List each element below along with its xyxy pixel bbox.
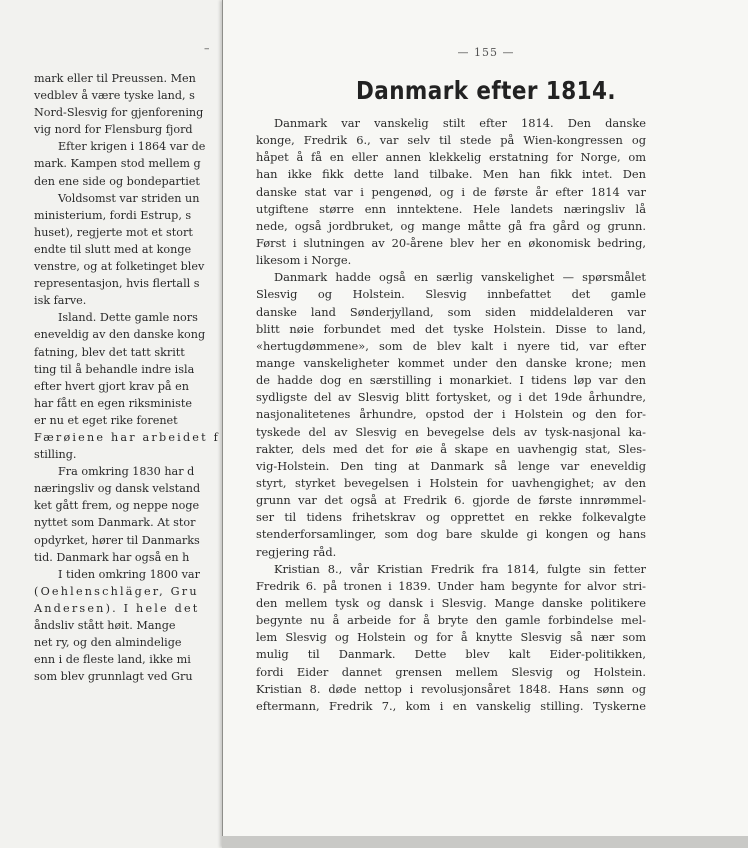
left-line: Fra omkring 1830 har d (58, 465, 195, 479)
body-line: Kristian 8. døde nettop i revolusjonsåret 1848. Hans sønn og (256, 681, 646, 696)
left-line: stilling. (34, 448, 77, 462)
page-number: — 155 — (457, 46, 515, 59)
body-line: fordi Eider dannet grensen mellem Slesvig og Holstein. (256, 664, 646, 679)
left-line: Andersen). I hele det (34, 601, 200, 615)
body-line: ser til tidens frihetskrav og opprettet en rekke folkevalgte (256, 510, 646, 525)
right-page (222, 0, 748, 848)
left-line: Island. Dette gamle nors (58, 311, 198, 325)
body-line: Kristian 8., vår Kristian Fredrik fra 1814, fulgte sin fetter (274, 561, 646, 576)
body-line: vig-Holstein. Den ting at Danmark så lenge var eneveldig (256, 458, 646, 473)
left-line: mark. Kampen stod mellem g (34, 157, 201, 171)
left-page (0, 0, 226, 848)
left-page-text (34, 70, 226, 685)
left-line: eneveldig av den danske kong (34, 328, 206, 342)
left-line: I tiden omkring 1800 var (58, 567, 200, 581)
body-line: likesom i Norge. (256, 253, 352, 268)
left-line: åndsliv stått høit. Mange (34, 619, 176, 632)
left-line: enn i de fleste land, ikke mi (34, 653, 191, 667)
left-line: mark eller til Preussen. Men (34, 72, 196, 85)
left-line: tid. Danmark har også en h (34, 550, 190, 564)
body-line: håpet å få en eller annen klekkelig erstatning for Norge, om (256, 150, 646, 165)
body-line: eftermann, Fredrik 7., kom i en vanskelig stilling. Tyskerne (256, 698, 646, 713)
body-line: blitt nøie forbundet med det tyske Holstein. Disse to land, (256, 321, 646, 336)
body-line: danske stat var i pengenød, og i de første år efter 1814 var (256, 184, 646, 199)
body-line: lem Slesvig og Holstein og for å knytte Slesvig så nær som (256, 630, 646, 645)
chapter-title: Danmark efter 1814. (355, 76, 617, 105)
left-line: huset), regjerte mot et stort (34, 225, 193, 239)
body-line: tyskede del av Slesvig en bevegelse dels av tysk-nasjonal ka- (256, 424, 646, 439)
left-line: som blev grunnlagt ved Gru (34, 670, 193, 684)
body-line: nede, også jordbruket, og mange måtte gå fra gård og grunn. (256, 218, 646, 233)
body-line: den mellem tysk og dansk i Slesvig. Mange danske politikere (256, 595, 646, 610)
body-line: han ikke fikk dette land tilbake. Men han fikk intet. Den (256, 167, 646, 182)
left-line: isk farve. (34, 294, 87, 308)
left-line: endte til slutt med at konge (34, 242, 192, 256)
left-line: Voldsomst var striden un (58, 191, 200, 205)
body-line: Danmark hadde også en særlig vanskelighet — spørsmålet (274, 270, 646, 285)
body-line: nasjonalitetenes århundre, opstod der i Holstein og den for- (256, 407, 646, 422)
left-line: ket gått frem, og neppe noge (34, 499, 200, 513)
left-line: Færøiene har arbeidet f (34, 430, 220, 444)
left-line: den ene side og bondepartiet (34, 174, 200, 188)
left-line: venstre, og at folketinget blev (34, 260, 205, 274)
left-line: ting til å behandle indre isla (34, 362, 195, 376)
left-line: næringsliv og dansk velstand (34, 482, 201, 496)
left-line: er nu et eget rike forenet (34, 413, 178, 427)
left-line: Nord-Slesvig for gjenforening (34, 106, 204, 120)
left-line: vedblev å være tyske land, s (34, 89, 195, 103)
body-line: konge, Fredrik 6., var selv til stede på Wien-kongressen og (256, 133, 646, 148)
body-text (256, 115, 646, 715)
left-line: (Oehlenschläger, Gru (34, 584, 199, 598)
body-line: rakter, dels med det for øie å skape en uavhengig stat, Sles- (256, 441, 646, 456)
left-line: vig nord for Flensburg fjord (34, 123, 193, 137)
body-line: mulig til Danmark. Dette blev kalt Eider-politikken, (256, 647, 646, 662)
left-line: net ry, og den almindelige (34, 636, 182, 650)
body-line: begynte nu å arbeide for å bryte den gamle forbindelse mel- (256, 613, 646, 628)
body-line: stenderforsamlinger, som dog bare skulde gi kongen og hans (256, 527, 646, 542)
body-line: utgiftene større enn inntektene. Hele landets næringsliv lå (256, 201, 646, 216)
body-line: danske land Sønderjylland, som siden middelalderen var (256, 304, 646, 319)
body-line: sydligste del av Slesvig blitt fortysket, og i det 19de århundre, (256, 390, 646, 405)
left-line: ministerium, fordi Estrup, s (34, 208, 192, 222)
left-page-mark: – (204, 42, 210, 55)
body-line: Slesvig og Holstein. Slesvig innbefattet det gamle (256, 287, 646, 302)
body-line: de hadde dog en særstilling i monarkiet. I tidens løp var den (256, 373, 646, 388)
body-line: styrt, styrket bevegelsen i Holstein for uavhengighet; av den (256, 475, 646, 490)
body-line: «hertugdømmene», som de blev kalt i nyere tid, var efter (256, 338, 646, 353)
left-line: har fått en egen riksministe (34, 396, 192, 410)
body-line: Først i slutningen av 20-årene blev her en økonomisk bedring, (256, 235, 646, 250)
body-line: regjering råd. (256, 544, 337, 559)
body-line: mange vanskeligheter kommet under den danske krone; men (256, 355, 646, 370)
left-line: efter hvert gjort krav på en (34, 379, 189, 393)
left-line: nyttet som Danmark. At stor (34, 516, 196, 530)
page-bottom-edge (222, 836, 748, 848)
left-line: representasjon, hvis flertall s (34, 277, 200, 291)
body-line: grunn var det også at Fredrik 6. gjorde de første innrømmel- (256, 493, 646, 508)
left-line: fatning, blev det tatt skritt (34, 345, 185, 359)
body-line: Fredrik 6. på tronen i 1839. Under ham begynte for alvor stri- (256, 578, 646, 593)
left-line: Efter krigen i 1864 var de (58, 140, 206, 154)
body-line: Danmark var vanskelig stilt efter 1814. Den danske (274, 116, 646, 130)
left-line: opdyrket, hører til Danmarks (34, 533, 200, 547)
